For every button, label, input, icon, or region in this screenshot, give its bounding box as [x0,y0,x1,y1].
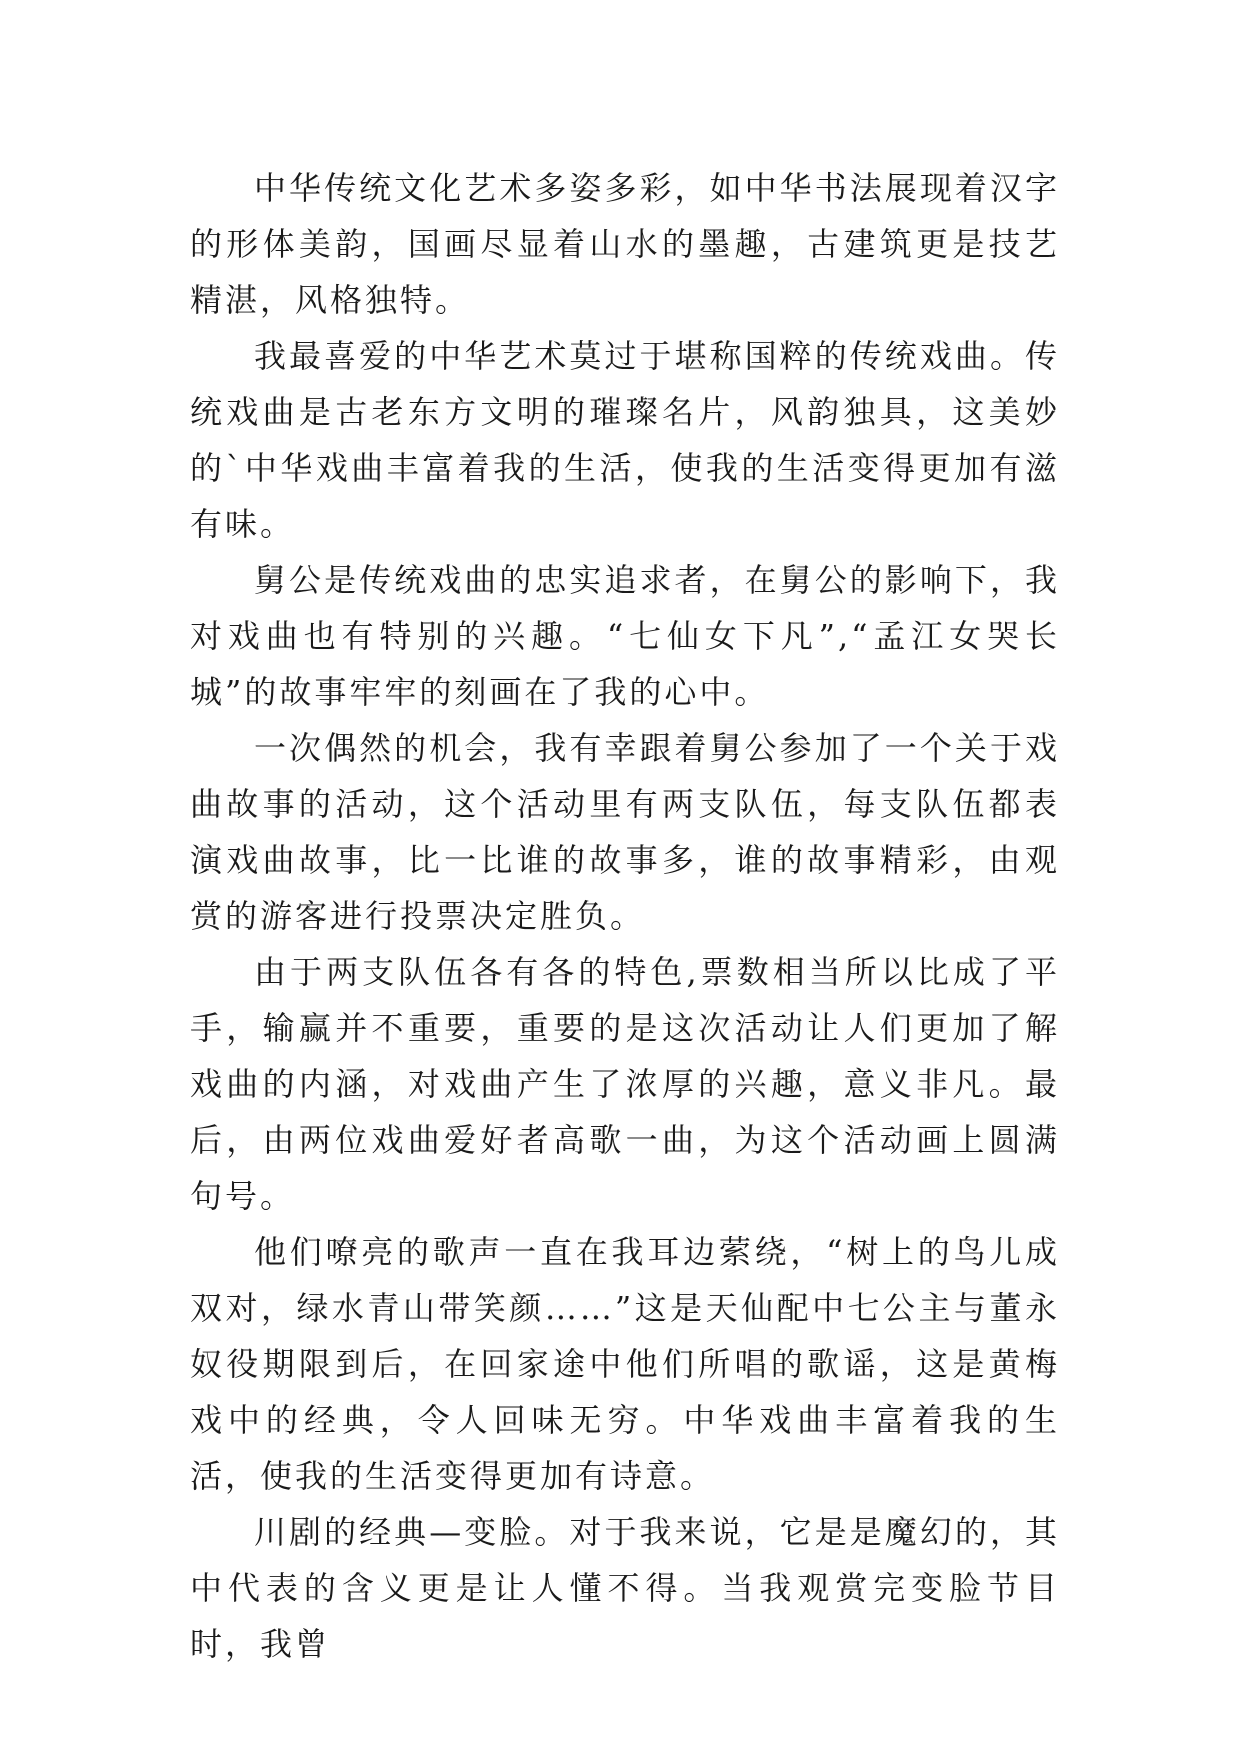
paragraph-6: 他们嘹亮的歌声一直在我耳边萦绕，“树上的鸟儿成双对，绿水青山带笑颜……”这是天仙配中七公主与董永奴役期限到后，在回家途中他们所唱的歌谣，这是黄梅戏中的经典，令人回味无穷。中华戏曲丰富着我的生活，使我的生活变得更加有诗意。 [190,1233,1060,1495]
paragraph-3: 舅公是传统戏曲的忠实追求者，在舅公的影响下，我对戏曲也有特别的兴趣。“七仙女下凡”,“孟江女哭长城”的故事牢牢的刻画在了我的心中。 [190,561,1060,711]
paragraph-1: 中华传统文化艺术多姿多彩，如中华书法展现着汉字的形体美韵，国画尽显着山水的墨趣，古建筑更是技艺精湛，风格独特。 [190,169,1060,319]
paragraph-7: 川剧的经典—变脸。对于我来说，它是是魔幻的，其中代表的含义更是让人懂不得。当我观赏完变脸节目时，我曾 [190,1513,1060,1663]
paragraph-2: 我最喜爱的中华艺术莫过于堪称国粹的传统戏曲。传统戏曲是古老东方文明的璀璨名片，风韵独具，这美妙的`中华戏曲丰富着我的生活，使我的生活变得更加有滋有味。 [190,337,1060,543]
paragraph-5: 由于两支队伍各有各的特色,票数相当所以比成了平手，输赢并不重要，重要的是这次活动让人们更加了解戏曲的内涵，对戏曲产生了浓厚的兴趣，意义非凡。最后，由两位戏曲爱好者高歌一曲，为这个活动画上圆满句号。 [190,953,1060,1215]
paragraph-4: 一次偶然的机会，我有幸跟着舅公参加了一个关于戏曲故事的活动，这个活动里有两支队伍，每支队伍都表演戏曲故事，比一比谁的故事多，谁的故事精彩，由观赏的游客进行投票决定胜负。 [190,729,1060,935]
body-text [190,160,1060,1672]
